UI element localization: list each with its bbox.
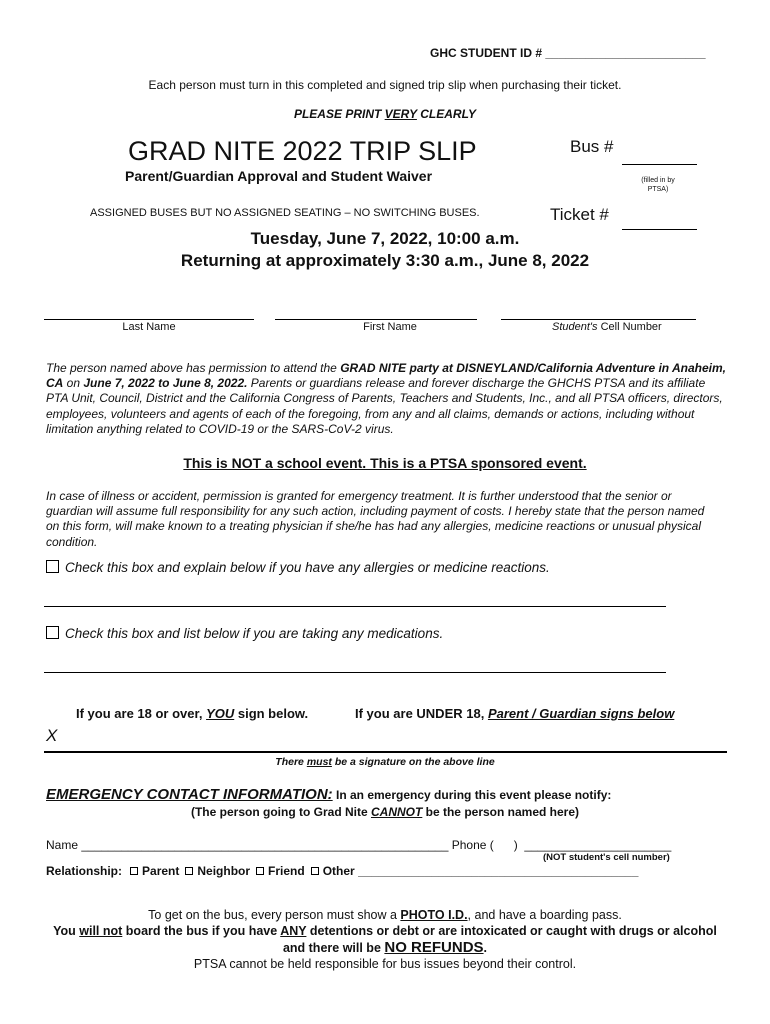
print-clearly-notice [0, 107, 770, 121]
parent-checkbox[interactable] [130, 867, 138, 875]
last-name-label: Last Name [122, 321, 176, 333]
friend-checkbox[interactable] [256, 867, 264, 875]
under-18-parent: Parent / Guardian signs below [487, 706, 675, 721]
filled-note-2: PTSA) [647, 186, 669, 193]
cell-label-rest: Cell Number [597, 321, 662, 333]
student-id-label: GHC STUDENT ID # ________________________ [430, 46, 706, 60]
note-must: must [306, 756, 332, 768]
emergency-heading: EMERGENCY CONTACT INFORMATION: [46, 786, 333, 803]
over-18-pre: If you are 18 or over, [76, 706, 207, 721]
footer-l2-post: detentions or debt or are intoxicated or caught with drugs or alcohol [306, 924, 717, 938]
option-neighbor: Neighbor [197, 864, 251, 878]
footer-l3-pre: and there will be [282, 941, 385, 955]
medications-label: Check this box and list below if you are taking any medications. [65, 626, 444, 641]
sub-cannot: CANNOT [370, 805, 423, 819]
print-very: VERY [384, 107, 417, 121]
phone-note: (NOT student's cell number) [543, 852, 670, 863]
option-friend: Friend [268, 864, 305, 878]
footer-will-not: will not [79, 924, 123, 938]
footer-refunds: NO REFUNDS [384, 939, 484, 956]
signature-required-note [0, 756, 770, 768]
footer-l1-pre: To get on the bus, every person must show a [148, 908, 401, 922]
footer-l2-pre: You [53, 924, 80, 938]
filled-by-note [618, 176, 698, 194]
over-18-you: YOU [206, 706, 235, 721]
relationship-label: Relationship: [46, 864, 123, 878]
under-18-pre: If you are UNDER 18, [355, 706, 488, 721]
page-title: GRAD NITE 2022 TRIP SLIP [128, 136, 477, 166]
assigned-buses-note: ASSIGNED BUSES BUT NO ASSIGNED SEATING – NO SWITCHING BUSES. [90, 207, 480, 219]
bus-label: Bus # [570, 137, 614, 156]
allergies-explain-line[interactable] [44, 606, 666, 607]
bus-number-line[interactable] [622, 164, 697, 165]
permission-dates: June 7, 2022 to June 8, 2022. [83, 376, 248, 391]
note-post: be a signature on the above line [331, 756, 495, 768]
print-pre: PLEASE PRINT [293, 107, 385, 121]
over-18-post: sign below. [234, 706, 309, 721]
permission-event: GRAD NITE party at DISNEYLAND/California Adventure in Anaheim, CA [46, 361, 727, 391]
ptsa-event-notice: This is NOT a school event. This is a PTSA sponsored event. [183, 455, 587, 471]
page-subtitle: Parent/Guardian Approval and Student Waiver [125, 168, 433, 184]
emergency-heading-row [46, 786, 611, 803]
other-line[interactable]: __________________________________________ [358, 864, 639, 878]
permission-text-3: Parents or guardians release and forever discharge the GHCHS PTSA and its affiliate PTA Unit, Council, District and the California Congress of Parents, Teachers and Students, Inc., and all PTSA officers, directors, employees, volunteers and agents of each of the foregoing, from any and all claims, demands or actions, including without limitation anything related to COVID-19 or the SARS-CoV-2 virus. [46, 376, 723, 436]
sub-post: be the person named here) [422, 805, 580, 819]
other-checkbox[interactable] [311, 867, 319, 875]
relationship-row [46, 864, 638, 878]
cell-number-line[interactable] [501, 319, 696, 320]
medications-checkbox[interactable] [46, 626, 59, 639]
footer-l3-post: . [483, 941, 488, 955]
under-18-instruction [355, 706, 674, 721]
emergency-subnote [0, 805, 770, 819]
allergies-row [46, 560, 550, 575]
footer-l1-post: , and have a boarding pass. [467, 908, 622, 922]
footer-photo: PHOTO I.D. [400, 908, 468, 922]
note-pre: There [275, 756, 307, 768]
event-date: Tuesday, June 7, 2022, 10:00 a.m. [250, 229, 520, 248]
neighbor-checkbox[interactable] [185, 867, 193, 875]
footer-ptsa-disclaimer: PTSA cannot be held responsible for bus issues beyond their control. [193, 957, 577, 971]
emergency-name-phone-line[interactable]: Name _______________________________________________________ Phone ( ) ______________________ [46, 838, 672, 852]
instruction-text: Each person must turn in this completed and signed trip slip when purchasing their ticket. [148, 78, 622, 92]
allergies-label: Check this box and explain below if you have any allergies or medicine reactions. [65, 560, 550, 575]
first-name-line[interactable] [275, 319, 477, 320]
option-parent: Parent [142, 864, 180, 878]
signature-line[interactable] [44, 751, 727, 753]
option-other: Other [322, 864, 355, 878]
over-18-instruction [76, 706, 308, 721]
permission-paragraph [46, 361, 726, 437]
footer-no-refunds [0, 939, 770, 956]
cell-number-label [552, 321, 662, 333]
footer-l2-mid: board the bus if you have [122, 924, 281, 938]
ticket-label: Ticket # [550, 205, 609, 224]
footer-any: ANY [280, 924, 307, 938]
footer-photo-id [0, 908, 770, 922]
permission-text-1: The person named above has permission to attend the [46, 361, 341, 375]
return-time: Returning at approximately 3:30 a.m., June 8, 2022 [180, 251, 590, 270]
medications-list-line[interactable] [44, 672, 666, 673]
medications-row [46, 626, 443, 641]
permission-text-2: on [63, 376, 84, 391]
illness-paragraph: In case of illness or accident, permission is granted for emergency treatment. It is further understood that the senior or guardian will assume full responsibility for any such action, including payment of costs. I hereby state that the person named on this form, will make known to a treating physician if she/he has had any allergies, medicine reactions or unusual physical condition. [46, 489, 705, 549]
footer-boarding-rule [0, 924, 770, 938]
signature-x-mark: X [46, 726, 58, 745]
allergies-checkbox[interactable] [46, 560, 59, 573]
last-name-line[interactable] [44, 319, 254, 320]
sub-pre: (The person going to Grad Nite [190, 805, 371, 819]
print-post: CLEARLY [416, 107, 477, 121]
first-name-label: First Name [363, 321, 417, 333]
filled-note-1: (filled in by [641, 177, 675, 184]
emergency-lead: In an emergency during this event please notify: [332, 788, 612, 802]
cell-label-italic: Student's [552, 321, 598, 333]
